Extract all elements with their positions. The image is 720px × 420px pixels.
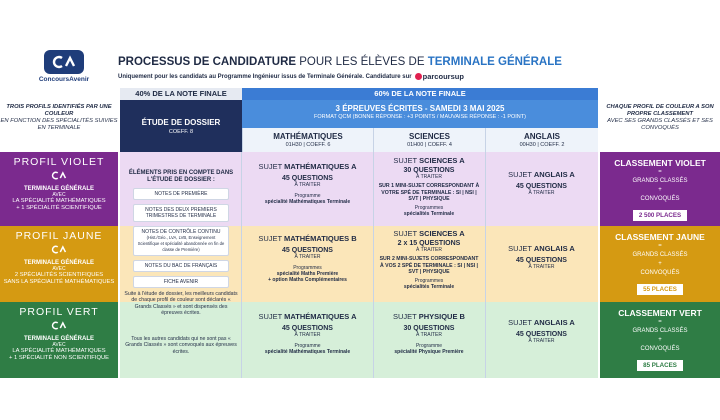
question-count: 45 QUESTIONS [282, 175, 333, 182]
a-traiter: À TRAITER [415, 332, 443, 338]
parcoursup-dot-icon [415, 73, 422, 80]
profile-term: TERMINALE GÉNÉRALE [23, 260, 94, 266]
subject-header-sciences [373, 128, 485, 152]
sujet-prefix: SUJET [258, 162, 285, 171]
cell-vert-sciences [377, 312, 481, 355]
etude-criteria [124, 170, 238, 288]
a-traiter: À TRAITER [415, 174, 443, 180]
programme-detail: spécialités Terminale [403, 210, 455, 217]
sujet-prefix: SUJET [393, 229, 420, 238]
classement-plus: + [658, 187, 662, 193]
programme-detail: spécialité Maths Première [276, 271, 339, 277]
profil-vert [0, 302, 118, 378]
parcoursup-label: parcoursup [422, 72, 464, 81]
title-part-a: PROCESSUS DE CANDIDATURE [118, 56, 297, 68]
classement-eq: = [658, 319, 662, 325]
page-subtitle [118, 72, 464, 81]
epreuves-format: FORMAT QCM (BONNE RÉPONSE : +3 POINTS / MAUVAISE RÉPONSE : -1 POINT) [314, 114, 526, 120]
question-count: 45 QUESTIONS [516, 331, 567, 338]
sujet-prefix: SUJET [258, 312, 285, 321]
band-60-percent: 60% DE LA NOTE FINALE [242, 88, 598, 100]
profile-avec: AVEC [52, 266, 66, 272]
classement-grands-classes: GRANDS CLASSÉS [632, 178, 688, 184]
etude-item-title: NOTES DE CONTRÔLE CONTINU [141, 229, 221, 235]
profile-desc-2: + 1 SPÉCIALITÉ NON SCIENTIFIQUE [8, 355, 110, 361]
ca-logo-icon [50, 245, 68, 254]
subject-meta: 00H30 | COEFF. 2 [519, 142, 565, 148]
classement-header [600, 104, 720, 132]
profile-name: PROFIL VERT [19, 306, 99, 318]
subject-name: SCIENCES [409, 132, 450, 141]
title-part-b: POUR LES ÉLÈVES DE [296, 56, 428, 68]
classement-title: CLASSEMENT VIOLET [614, 158, 706, 168]
cell-jaune-sciences [377, 229, 481, 290]
profile-term: TERMINALE GÉNÉRALE [23, 186, 94, 192]
sujet-prefix: SUJET [508, 318, 534, 327]
classement-eq: = [658, 169, 662, 175]
ca-logo-icon [50, 171, 68, 180]
cell-violet-anglais [485, 170, 598, 196]
question-count: 45 QUESTIONS [282, 247, 333, 254]
sujet-name: MATHÉMATIQUES A [284, 312, 357, 321]
cell-jaune-math [242, 234, 373, 283]
classement-header-normal: AVEC SES GRANDS CLASSÉS ET SES CONVOQUÉS [607, 118, 713, 131]
etude-dossier-header [120, 100, 242, 152]
sujet-name: MATHÉMATIQUES B [284, 234, 357, 243]
sujet-prefix: SUJET [258, 234, 285, 243]
question-count: 30 QUESTIONS [403, 325, 455, 332]
cell-vert-math [242, 312, 373, 355]
ca-logo-icon [44, 50, 84, 74]
etude-item: FICHE AVENIR [133, 276, 229, 288]
sujet-name: SCIENCES A [419, 156, 465, 165]
classement-grands-classes: GRANDS CLASSÉS [632, 328, 688, 334]
subtitle-text: Uniquement pour les candidats au Programme Ingénieur issus de Terminale Générale. Candidature sur [118, 73, 412, 80]
etude-item: NOTES DE PREMIÈRE [133, 188, 229, 200]
classement-convoques: CONVOQUÉS [640, 270, 680, 276]
programme-detail: spécialité Mathématiques Terminale [264, 199, 351, 205]
classement-vert [600, 302, 720, 378]
programme-detail: spécialités Terminale [403, 283, 455, 290]
profile-desc-1: 2 SPÉCIALITÉS SCIENTIFIQUES [14, 272, 104, 278]
brand-name: ConcoursAvenir [38, 76, 90, 83]
classement-title: CLASSEMENT JAUNE [615, 232, 705, 242]
question-count: 45 QUESTIONS [282, 325, 333, 332]
profile-desc-2: + 1 SPÉCIALITÉ SCIENTIFIQUE [16, 205, 102, 211]
classement-grands-classes: GRANDS CLASSÉS [632, 252, 688, 258]
profiles-header-bold: TROIS PROFILS IDENTIFIÉS PAR UNE COULEUR [6, 104, 112, 117]
profile-term: TERMINALE GÉNÉRALE [23, 336, 94, 342]
a-traiter: À TRAITER [294, 254, 321, 260]
subject-header-math [242, 128, 373, 152]
subject-name: ANGLAIS [524, 132, 560, 141]
sujet-prefix: SUJET [393, 312, 419, 321]
classement-jaune [600, 226, 720, 302]
etude-item: NOTES DES DEUX PREMIERS TRIMESTRES DE TERMINALE [133, 204, 229, 222]
programme-label: Programme [294, 193, 321, 199]
mini-sujet-detail: SUR 2 MINI-SUJETS CORRESPONDANT À VOS 2 SPÉ DE TERMINALE : SI | NSI | SVT | PHYSIQUE [379, 256, 479, 275]
profile-avec: AVEC [52, 192, 66, 198]
sujet-name: PHYSIQUE B [418, 312, 465, 321]
sujet-prefix: SUJET [508, 170, 534, 179]
programme-label: Programmes [293, 265, 322, 271]
etude-item: NOTES DU BAC DE FRANÇAIS [133, 260, 229, 272]
classement-title: CLASSEMENT VERT [618, 308, 702, 318]
profiles-header [0, 104, 118, 132]
cell-violet-sciences [377, 156, 481, 217]
classement-eq: = [658, 243, 662, 249]
programme-label: Programmes [414, 204, 444, 211]
profile-avec: AVEC [52, 342, 66, 348]
subject-meta: 01H00 | COEFF. 4 [407, 142, 452, 148]
sujet-name: ANGLAIS A [533, 244, 575, 253]
a-traiter: À TRAITER [528, 338, 555, 344]
classement-plus: + [658, 261, 662, 267]
epreuves-header [242, 100, 598, 128]
programme-detail: spécialité Mathématiques Terminale [264, 349, 351, 355]
question-count: 45 QUESTIONS [516, 257, 567, 264]
classement-convoques: CONVOQUÉS [640, 346, 680, 352]
a-traiter: À TRAITER [294, 182, 321, 188]
question-count: 45 QUESTIONS [516, 183, 567, 190]
classement-convoques: CONVOQUÉS [640, 196, 680, 202]
etude-title: ÉTUDE DE DOSSIER [141, 118, 221, 127]
profile-desc-1: LA SPÉCIALITÉ MATHÉMATIQUES [12, 198, 106, 204]
etude-note-convoques: Tous les autres candidats qui ne sont pas « Grands Classés » sont convoqués aux épreuves écrites. [125, 336, 237, 355]
etude-heading: ÉLÉMENTS PRIS EN COMPTE DANS L'ÉTUDE DE DOSSIER : [128, 170, 234, 183]
sujet-name: MATHÉMATIQUES A [284, 162, 357, 171]
epreuves-title: 3 ÉPREUVES ÉCRITES - SAMEDI 3 MAI 2025 [335, 104, 505, 113]
sujet-prefix: SUJET [393, 156, 420, 165]
programme-label: Programme [294, 343, 321, 349]
profil-violet [0, 152, 118, 226]
classement-plus: + [658, 337, 662, 343]
classement-header-bold: CHAQUE PROFIL DE COULEUR A SON PROPRE CLASSEMENT [606, 104, 714, 117]
etude-item-detail: (Hist./Géo., LVA, LVB, Enseignement Scientifique et spécialité abandonnée en fin de classe de Première) [137, 235, 225, 252]
a-traiter: À TRAITER [528, 190, 555, 196]
subject-header-anglais [485, 128, 598, 152]
a-traiter: À TRAITER [528, 264, 555, 270]
a-traiter: À TRAITER [415, 247, 443, 253]
profile-desc-1: LA SPÉCIALITÉ MATHÉMATIQUES [12, 348, 106, 354]
programme-detail-2: + option Maths Complémentaires [268, 277, 347, 283]
etude-coef: COEFF. 8 [168, 129, 194, 135]
profile-name: PROFIL VIOLET [13, 156, 105, 168]
title-part-c: TERMINALE GÉNÉRALE [427, 56, 562, 68]
cell-jaune-anglais [485, 244, 598, 270]
places-badge: 55 PLACES [637, 284, 683, 295]
concours-avenir-logo [24, 50, 104, 83]
sujet-name: ANGLAIS A [533, 318, 575, 327]
question-count: 30 QUESTIONS [403, 167, 455, 174]
etude-item [133, 226, 229, 256]
profiles-header-normal: EN FONCTION DES SPÉCIALITÉS SUIVIES EN TERMINALE [0, 118, 118, 131]
cell-vert-anglais [485, 318, 598, 344]
profile-desc-2: SANS LA SPÉCIALITÉ MATHÉMATIQUES [3, 279, 115, 285]
subject-name: MATHÉMATIQUES [273, 132, 343, 141]
column-divider [373, 152, 374, 378]
etude-note-grands-classes: Suite à l'étude de dossier, les meilleurs candidats de chaque profil de couleur sont déclarés « Grands Classés » et sont dispensés des épreuves écrites. [124, 291, 238, 316]
profil-jaune [0, 226, 118, 302]
sujet-prefix: SUJET [508, 244, 534, 253]
places-badge: 85 PLACES [637, 360, 683, 371]
a-traiter: À TRAITER [294, 332, 321, 338]
mini-sujet-detail: SUR 1 MINI-SUJET CORRESPONDANT À VOTRE SPÉ DE TERMINALE : SI | NSI | SVT | PHYSIQUE [378, 183, 480, 202]
parcoursup-logo[interactable] [415, 72, 464, 81]
sujet-name: ANGLAIS A [533, 170, 575, 179]
classement-violet [600, 152, 720, 226]
ca-logo-icon [50, 321, 68, 330]
page-title [118, 56, 562, 68]
places-badge: 2 500 PLACES [633, 210, 687, 221]
subject-meta: 01H30 | COEFF. 6 [285, 142, 331, 148]
programme-detail: spécialité Physique Première [394, 349, 464, 355]
band-40-percent: 40% DE LA NOTE FINALE [120, 88, 242, 100]
programme-label: Programme [415, 343, 443, 349]
profile-name: PROFIL JAUNE [15, 230, 103, 242]
sujet-name: SCIENCES A [419, 229, 465, 238]
programme-label: Programmes [414, 277, 444, 284]
cell-violet-math [242, 162, 373, 205]
question-count: 2 x 15 QUESTIONS [397, 240, 461, 247]
